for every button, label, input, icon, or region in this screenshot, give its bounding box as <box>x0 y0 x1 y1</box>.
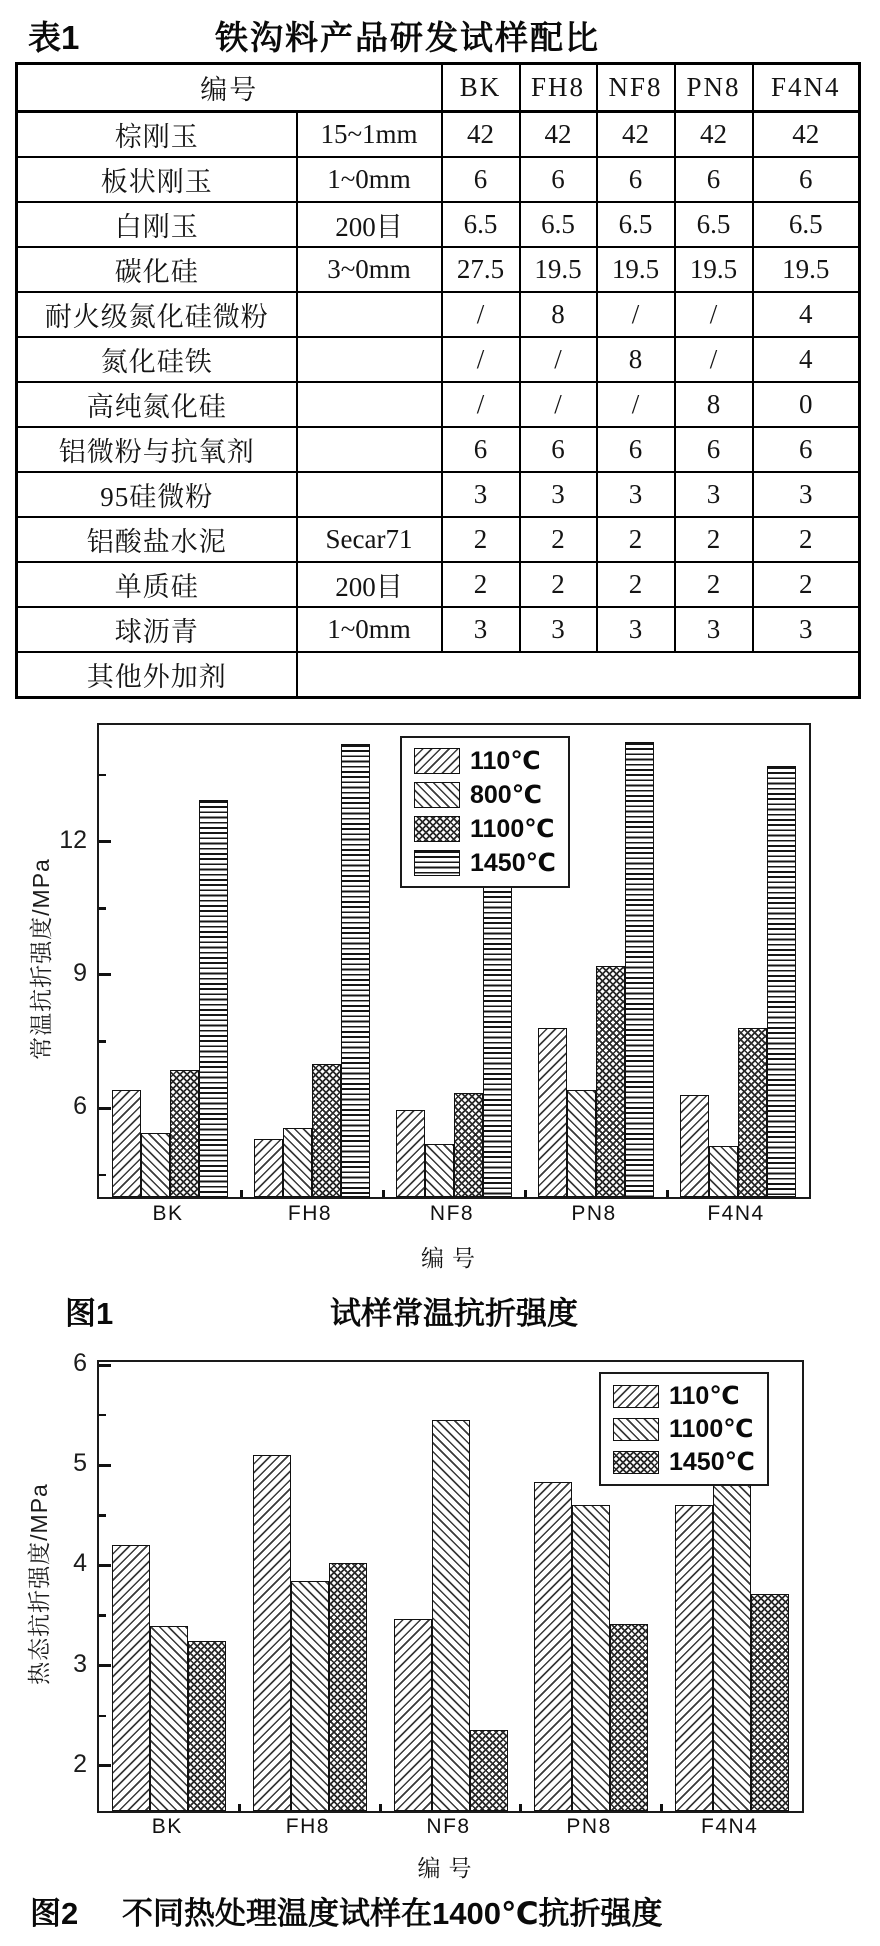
mix-ratio-table <box>15 62 861 699</box>
spec-cell: 3~0mm <box>297 247 442 292</box>
category-label-F4N4: F4N4 <box>707 1202 765 1225</box>
bar-F4N4-110℃ <box>680 1095 709 1197</box>
x-minor-tick <box>238 1804 241 1811</box>
bar-F4N4-1450℃ <box>751 1594 789 1811</box>
value-cell: 6 <box>520 157 597 202</box>
table-row <box>17 202 860 247</box>
value-cell: 2 <box>597 562 675 607</box>
value-cell: 19.5 <box>675 247 753 292</box>
x-minor-tick <box>519 1804 522 1811</box>
value-cell: / <box>597 382 675 427</box>
legend-label: 1450℃ <box>669 1448 755 1476</box>
table-row <box>17 517 860 562</box>
material-name-cell: 其他外加剂 <box>17 652 297 698</box>
material-name-cell: 铝微粉与抗氧剂 <box>17 427 297 472</box>
value-cell: / <box>675 337 753 382</box>
bar-PN8-1450℃ <box>625 742 654 1197</box>
value-cell: 6 <box>753 157 860 202</box>
value-cell: 2 <box>520 562 597 607</box>
table-row <box>17 292 860 337</box>
value-cell: 2 <box>675 562 753 607</box>
y-minor-tick <box>99 1174 106 1177</box>
legend-row <box>613 1381 755 1411</box>
value-cell: 2 <box>597 517 675 562</box>
value-cell: 42 <box>520 112 597 158</box>
y-tick-label: 9 <box>73 958 87 987</box>
legend-label: 800℃ <box>470 781 542 809</box>
value-cell: 3 <box>753 472 860 517</box>
value-cell: 6 <box>675 157 753 202</box>
y-major-tick <box>99 1107 111 1110</box>
value-cell: 6.5 <box>675 202 753 247</box>
y-tick-label: 6 <box>73 1092 87 1121</box>
bar-BK-1450℃ <box>199 800 228 1197</box>
figure2-plot <box>97 1360 804 1813</box>
category-label-BK: BK <box>152 1202 184 1225</box>
material-name-cell: 95硅微粉 <box>17 472 297 517</box>
category-label-F4N4: F4N4 <box>701 1815 759 1838</box>
figure1-legend <box>400 736 570 888</box>
value-cell: 6.5 <box>520 202 597 247</box>
value-cell: 6 <box>753 427 860 472</box>
legend-label: 110℃ <box>669 1382 740 1410</box>
table-header-col: NF8 <box>597 64 675 112</box>
value-cell: 8 <box>520 292 597 337</box>
bar-BK-110℃ <box>112 1545 150 1811</box>
bar-FH8-800℃ <box>283 1128 312 1197</box>
legend-swatch-1450℃ <box>414 850 460 876</box>
table-row <box>17 157 860 202</box>
bar-NF8-110℃ <box>394 1619 432 1811</box>
material-name-cell: 耐火级氮化硅微粉 <box>17 292 297 337</box>
legend-row <box>613 1447 755 1477</box>
value-cell: 3 <box>520 472 597 517</box>
value-cell: / <box>442 382 520 427</box>
bar-FH8-1450℃ <box>329 1563 367 1811</box>
bar-FH8-110℃ <box>254 1139 283 1197</box>
value-cell: 3 <box>753 607 860 652</box>
value-cell: / <box>442 292 520 337</box>
legend-row <box>414 780 556 810</box>
value-cell: 3 <box>442 472 520 517</box>
table-label: 表1 <box>28 19 80 56</box>
bar-FH8-110℃ <box>253 1455 291 1811</box>
legend-swatch-800℃ <box>414 782 460 808</box>
value-cell: 3 <box>675 607 753 652</box>
table-row <box>17 652 860 698</box>
x-minor-tick <box>379 1804 382 1811</box>
table-row <box>17 562 860 607</box>
table-header-row <box>17 64 860 112</box>
figure1-caption-title: 试样常温抗折强度 <box>330 1296 578 1331</box>
legend-row <box>414 746 556 776</box>
value-cell: 8 <box>597 337 675 382</box>
x-minor-tick <box>382 1190 385 1197</box>
value-cell: 3 <box>520 607 597 652</box>
value-cell: / <box>520 337 597 382</box>
bar-BK-800℃ <box>141 1133 170 1197</box>
material-name-cell: 棕刚玉 <box>17 112 297 158</box>
bar-FH8-1450℃ <box>341 744 370 1197</box>
bar-PN8-800℃ <box>567 1090 596 1197</box>
category-label-NF8: NF8 <box>429 1202 475 1225</box>
bar-NF8-800℃ <box>425 1144 454 1197</box>
value-cell: 2 <box>442 562 520 607</box>
bar-PN8-1450℃ <box>610 1624 648 1811</box>
bar-F4N4-1100℃ <box>738 1028 767 1197</box>
value-cell: 6 <box>597 157 675 202</box>
category-label-PN8: PN8 <box>571 1202 617 1225</box>
figure2-y-axis-title: 热态抗折强度/MPa <box>26 1483 52 1685</box>
bar-NF8-1100℃ <box>454 1093 483 1197</box>
category-label-FH8: FH8 <box>285 1815 330 1838</box>
table-header-col: F4N4 <box>753 64 860 112</box>
y-major-tick <box>99 1764 111 1767</box>
y-major-tick <box>99 840 111 843</box>
material-name-cell: 白刚玉 <box>17 202 297 247</box>
bar-BK-1100℃ <box>150 1626 188 1811</box>
x-minor-tick <box>666 1190 669 1197</box>
spec-cell: 200目 <box>297 202 442 247</box>
bar-PN8-110℃ <box>534 1482 572 1811</box>
merged-empty-cell <box>297 652 860 698</box>
y-minor-tick <box>99 1414 106 1417</box>
table-header-col: BK <box>442 64 520 112</box>
material-name-cell: 高纯氮化硅 <box>17 382 297 427</box>
y-tick-label: 4 <box>73 1549 87 1578</box>
bar-F4N4-1100℃ <box>713 1465 751 1811</box>
x-minor-tick <box>524 1190 527 1197</box>
value-cell: / <box>520 382 597 427</box>
value-cell: 6 <box>442 427 520 472</box>
material-name-cell: 碳化硅 <box>17 247 297 292</box>
value-cell: 19.5 <box>597 247 675 292</box>
value-cell: / <box>597 292 675 337</box>
bar-NF8-1450℃ <box>470 1730 508 1811</box>
legend-row <box>613 1414 755 1444</box>
value-cell: 19.5 <box>753 247 860 292</box>
y-major-tick <box>99 1364 111 1367</box>
material-name-cell: 单质硅 <box>17 562 297 607</box>
value-cell: 42 <box>675 112 753 158</box>
y-minor-tick <box>99 1715 106 1718</box>
y-minor-tick <box>99 1514 106 1517</box>
y-major-tick <box>99 1464 111 1467</box>
y-major-tick <box>99 973 111 976</box>
y-tick-label: 2 <box>73 1749 87 1778</box>
table-header-col: FH8 <box>520 64 597 112</box>
value-cell: 6 <box>675 427 753 472</box>
spec-cell: 1~0mm <box>297 607 442 652</box>
spec-cell <box>297 427 442 472</box>
y-major-tick <box>99 1664 111 1667</box>
table-row <box>17 427 860 472</box>
bar-BK-110℃ <box>112 1090 141 1197</box>
y-minor-tick <box>99 1040 106 1043</box>
value-cell: 3 <box>442 607 520 652</box>
table-row <box>17 607 860 652</box>
legend-swatch-110℃ <box>613 1385 659 1408</box>
bar-PN8-110℃ <box>538 1028 567 1197</box>
bar-NF8-110℃ <box>396 1110 425 1197</box>
value-cell: 6.5 <box>597 202 675 247</box>
spec-cell: 15~1mm <box>297 112 442 158</box>
bar-FH8-1100℃ <box>312 1064 341 1197</box>
figure2-x-axis-title: 编号 <box>417 1855 480 1881</box>
legend-swatch-1100℃ <box>613 1418 659 1441</box>
value-cell: 6 <box>442 157 520 202</box>
spec-cell: Secar71 <box>297 517 442 562</box>
figure1-x-axis-title: 编号 <box>421 1245 483 1271</box>
value-cell: 42 <box>442 112 520 158</box>
spec-cell <box>297 382 442 427</box>
material-name-cell: 铝酸盐水泥 <box>17 517 297 562</box>
figure1-y-axis-title: 常温抗折强度/MPa <box>28 858 54 1060</box>
table-row <box>17 112 860 158</box>
value-cell: 2 <box>675 517 753 562</box>
y-tick-label: 5 <box>73 1449 87 1478</box>
legend-row <box>414 848 556 878</box>
y-tick-label: 6 <box>73 1349 87 1377</box>
category-label-PN8: PN8 <box>566 1815 612 1838</box>
value-cell: 2 <box>753 517 860 562</box>
y-minor-tick <box>99 907 106 910</box>
x-minor-tick <box>240 1190 243 1197</box>
category-label-BK: BK <box>151 1815 183 1838</box>
figure2-caption-title: 不同热处理温度试样在1400℃抗折强度 <box>122 1896 663 1931</box>
figure2-legend <box>599 1372 769 1486</box>
spec-cell <box>297 337 442 382</box>
bar-BK-1450℃ <box>188 1641 226 1811</box>
legend-row <box>414 814 556 844</box>
spec-cell: 200目 <box>297 562 442 607</box>
value-cell: 6 <box>520 427 597 472</box>
legend-label: 1100℃ <box>669 1415 754 1443</box>
table-header-id-cell: 编号 <box>17 64 442 112</box>
value-cell: 4 <box>753 337 860 382</box>
value-cell: 6 <box>597 427 675 472</box>
value-cell: 2 <box>442 517 520 562</box>
value-cell: 0 <box>753 382 860 427</box>
material-name-cell: 板状刚玉 <box>17 157 297 202</box>
bar-PN8-1100℃ <box>572 1505 610 1811</box>
value-cell: 2 <box>520 517 597 562</box>
bar-PN8-1100℃ <box>596 966 625 1197</box>
figure1-plot <box>97 723 811 1199</box>
legend-label: 1100℃ <box>470 815 555 843</box>
value-cell: 42 <box>753 112 860 158</box>
bar-FH8-1100℃ <box>291 1581 329 1812</box>
table-row <box>17 472 860 517</box>
table-title: 铁沟料产品研发试样配比 <box>215 19 600 56</box>
y-minor-tick <box>99 1614 106 1617</box>
category-label-FH8: FH8 <box>287 1202 333 1225</box>
bar-F4N4-110℃ <box>675 1505 713 1811</box>
figure2-caption-label: 图2 <box>30 1896 79 1931</box>
table-row <box>17 247 860 292</box>
legend-swatch-1100℃ <box>414 816 460 842</box>
y-minor-tick <box>99 774 106 777</box>
value-cell: 19.5 <box>520 247 597 292</box>
legend-label: 110℃ <box>470 747 541 775</box>
spec-cell <box>297 292 442 337</box>
figure1-caption-label: 图1 <box>65 1296 114 1331</box>
value-cell: 2 <box>753 562 860 607</box>
bar-NF8-1100℃ <box>432 1420 470 1811</box>
value-cell: 27.5 <box>442 247 520 292</box>
bar-F4N4-800℃ <box>709 1146 738 1197</box>
value-cell: / <box>675 292 753 337</box>
table-row <box>17 337 860 382</box>
x-minor-tick <box>660 1804 663 1811</box>
legend-label: 1450℃ <box>470 849 556 877</box>
value-cell: / <box>442 337 520 382</box>
bar-F4N4-1450℃ <box>767 766 796 1197</box>
table-row <box>17 382 860 427</box>
legend-swatch-110℃ <box>414 748 460 774</box>
category-label-NF8: NF8 <box>426 1815 471 1838</box>
legend-swatch-1450℃ <box>613 1451 659 1474</box>
material-name-cell: 氮化硅铁 <box>17 337 297 382</box>
spec-cell <box>297 472 442 517</box>
y-tick-label: 3 <box>73 1649 87 1678</box>
value-cell: 3 <box>675 472 753 517</box>
bar-BK-1100℃ <box>170 1070 199 1197</box>
value-cell: 6.5 <box>442 202 520 247</box>
spec-cell: 1~0mm <box>297 157 442 202</box>
bar-NF8-1450℃ <box>483 864 512 1197</box>
material-name-cell: 球沥青 <box>17 607 297 652</box>
table-header-col: PN8 <box>675 64 753 112</box>
value-cell: 8 <box>675 382 753 427</box>
y-tick-label: 12 <box>59 825 87 854</box>
value-cell: 3 <box>597 472 675 517</box>
value-cell: 3 <box>597 607 675 652</box>
y-major-tick <box>99 1564 111 1567</box>
value-cell: 4 <box>753 292 860 337</box>
value-cell: 42 <box>597 112 675 158</box>
value-cell: 6.5 <box>753 202 860 247</box>
